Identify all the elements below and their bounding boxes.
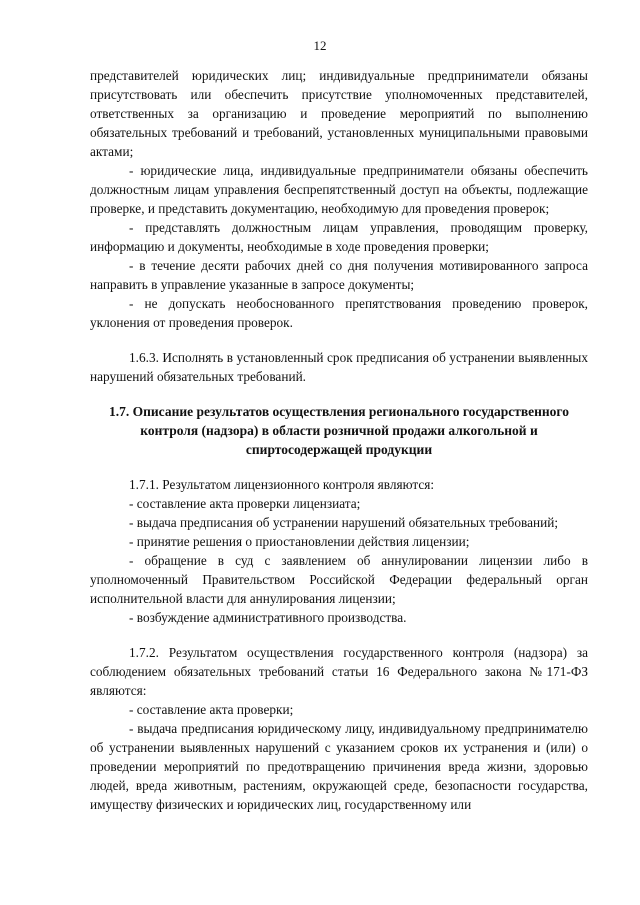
spacer [90, 459, 588, 475]
list-item: - обращение в суд с заявлением об аннулировании лицензии либо в уполномоченный Правительством Российской Федерации федеральный орган исполнительной власти для аннулирования лицензии; [90, 553, 588, 606]
section-1-7-1-intro: 1.7.1. Результатом лицензионного контроля являются: [129, 477, 435, 492]
spacer [90, 386, 588, 402]
section-heading-1-7: 1.7. Описание результатов осуществления регионального государственного контроля (надзора) в области розничной продажи алкогольной и спиртосодержащей продукции [109, 404, 569, 457]
list-item: - составление акта проверки лицензиата; [129, 496, 361, 511]
paragraph-no-obstruction: - не допускать необоснованного препятствования проведению проверок, уклонения от проведения проверок. [90, 296, 588, 330]
list-item: - составление акта проверки; [129, 702, 294, 717]
document-body [90, 66, 588, 814]
list-item: - возбуждение административного производства. [129, 610, 407, 625]
list-item: - принятие решения о приостановлении действия лицензии; [129, 534, 470, 549]
paragraph-access-obligation: - юридические лица, индивидуальные предприниматели обязаны обеспечить должностным лицам управления беспрепятственный доступ на объекты, подлежащие проверке, и представить документацию, необходимую для проведения проверок; [90, 163, 588, 216]
paragraph-representatives: представителей юридических лиц; индивидуальные предприниматели обязаны присутствовать или обеспечить присутствие уполномоченных представителей, ответственных за организацию и проведение мероприятий по выполнению обязательных требований и требований, установленных муниципальными правовыми актами; [90, 68, 588, 159]
page-number: 12 [313, 38, 327, 53]
spacer [90, 332, 588, 348]
list-item: - выдача предписания об устранении нарушений обязательных требований; [129, 515, 559, 530]
list-item: - выдача предписания юридическому лицу, индивидуальному предпринимателю об устранении выявленных нарушений с указанием сроков их устранения и (или) о проведении мероприятий по предотвращению причинения вреда жизни, здоровью людей, вреда животным, растениям, окружающей среде, безопасности государства, имуществу физических и юридических лиц, государственному или [90, 721, 588, 812]
paragraph-provide-documents: - представлять должностным лицам управления, проводящим проверку, информацию и документы, необходимые в ходе проведения проверки; [90, 220, 588, 254]
spacer [90, 627, 588, 643]
section-1-7-2-intro: 1.7.2. Результатом осуществления государственного контроля (надзора) за соблюдением обязательных требований статьи 16 Федерального закона №171-ФЗ являются: [90, 645, 588, 698]
paragraph-ten-days: - в течение десяти рабочих дней со дня получения мотивированного запроса направить в управление указанные в запросе документы; [90, 258, 588, 292]
section-1-6-3: 1.6.3. Исполнять в установленный срок предписания об устранении выявленных нарушений обязательных требований. [90, 350, 588, 384]
